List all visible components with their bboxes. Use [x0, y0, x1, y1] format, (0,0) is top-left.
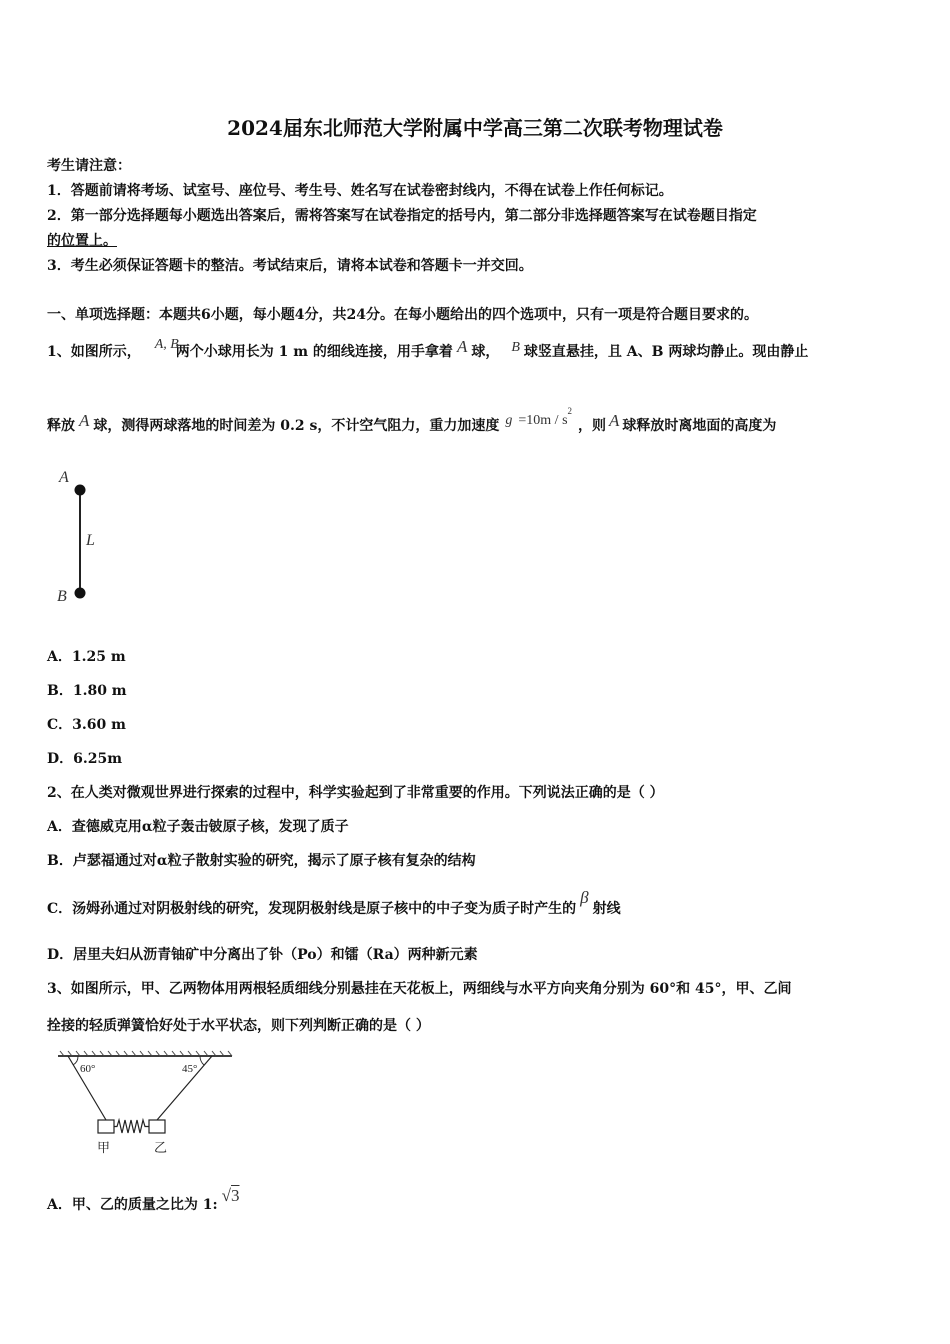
text: 球释放时离地面的高度为 — [622, 418, 777, 434]
math-a: A — [79, 411, 90, 430]
math-beta: β — [580, 888, 589, 907]
notice-item: 的位置上。 — [47, 233, 117, 249]
option-c — [47, 888, 621, 918]
notice-item: 3．考生必须保证答题卡的整洁。考试结束后，请将本试卷和答题卡一并交回。 — [47, 258, 533, 274]
block-yi — [149, 1120, 165, 1133]
ball-a — [75, 485, 86, 496]
option-a: A．查德威克用α粒子轰击铍原子核，发现了质子 — [47, 819, 349, 835]
question-3-stem-2: 拴接的轻质弹簧恰好处于水平状态，则下列判断正确的是（ ） — [47, 1018, 430, 1034]
label-a: A — [59, 469, 69, 486]
ball-b — [75, 588, 86, 599]
label-l: L — [86, 532, 95, 549]
label-yi: 乙 — [154, 1141, 168, 1156]
question-2-stem: 2、在人类对微观世界进行探索的过程中，科学实验起到了非常重要的作用。下列说法正确的是（ ） — [47, 785, 664, 801]
spring — [114, 1120, 149, 1133]
text: 球，测得两球落地的时间差为 0.2 s，不计空气阻力，重力加速度 — [93, 418, 500, 434]
option-d: D．6.25m — [47, 751, 123, 767]
option-a — [47, 1186, 240, 1214]
text: A．甲、乙的质量之比为 1: — [47, 1197, 218, 1213]
notice-heading: 考生请注意： — [47, 158, 131, 174]
math-b: B — [511, 340, 520, 355]
text: 球， — [471, 344, 500, 360]
text: 释放 — [47, 418, 75, 434]
notice-item: 1．答题前请将考场、试室号、座位号、考生号、姓名写在试卷密封线内，不得在试卷上作任何标记。 — [47, 183, 673, 199]
text: C．汤姆孙通过对阴极射线的研究，发现阴极射线是原子核中的中子变为质子时产生的 — [47, 901, 577, 917]
question-3-stem-1: 3、如图所示，甲、乙两物体用两根轻质细线分别悬挂在天花板上，两细线与水平方向夹角分别为 60°和 45°，甲、乙间 — [47, 981, 792, 997]
figure-pendulum — [54, 462, 114, 608]
text: 球竖直悬挂，且 A、B 两球均静止。现由静止 — [523, 344, 809, 360]
text: 射线 — [592, 901, 621, 917]
math-sup: 2 — [567, 406, 573, 417]
sqrt-radicand: 3 — [231, 1186, 240, 1205]
angle-45-label: 45° — [182, 1063, 198, 1075]
sqrt-expression: √3 — [221, 1186, 240, 1205]
question-1-line-1 — [47, 337, 809, 361]
math-ab: A, B — [154, 337, 179, 352]
page-title: 2024届东北师范大学附属中学高三第二次联考物理试卷 — [227, 116, 723, 140]
math-g: g — [505, 413, 513, 428]
text: ，则 — [578, 418, 607, 434]
math-a: A — [609, 411, 620, 430]
question-1-line-2 — [47, 406, 777, 435]
option-d: D．居里夫妇从沥青铀矿中分离出了钋（Po）和镭（Ra）两种新元素 — [47, 947, 478, 963]
text: 两个小球用长为 1 m 的细线连接，用手拿着 — [175, 344, 453, 360]
section-heading: 一、单项选择题：本题共6小题，每小题4分，共24分。在每小题给出的四个选项中，只有一项是符合题目要求的。 — [47, 307, 758, 323]
block-jia — [98, 1120, 114, 1133]
text: 1、如图所示， — [47, 344, 141, 360]
option-a: A．1.25 m — [47, 649, 126, 665]
angle-60-label: 60° — [80, 1063, 96, 1075]
math-eq: =10m / s — [518, 413, 568, 428]
label-jia: 甲 — [97, 1141, 111, 1156]
option-b: B．1.80 m — [47, 683, 127, 699]
figure-spring — [54, 1048, 236, 1160]
option-c: C．3.60 m — [47, 717, 126, 733]
option-b: B．卢瑟福通过对α粒子散射实验的研究，揭示了原子核有复杂的结构 — [47, 853, 476, 869]
math-a: A — [456, 337, 468, 356]
label-b: B — [57, 588, 67, 605]
notice-item: 2．第一部分选择题每小题选出答案后，需将答案写在试卷指定的括号内，第二部分非选择题答案写在试卷题目指定 — [47, 208, 757, 224]
